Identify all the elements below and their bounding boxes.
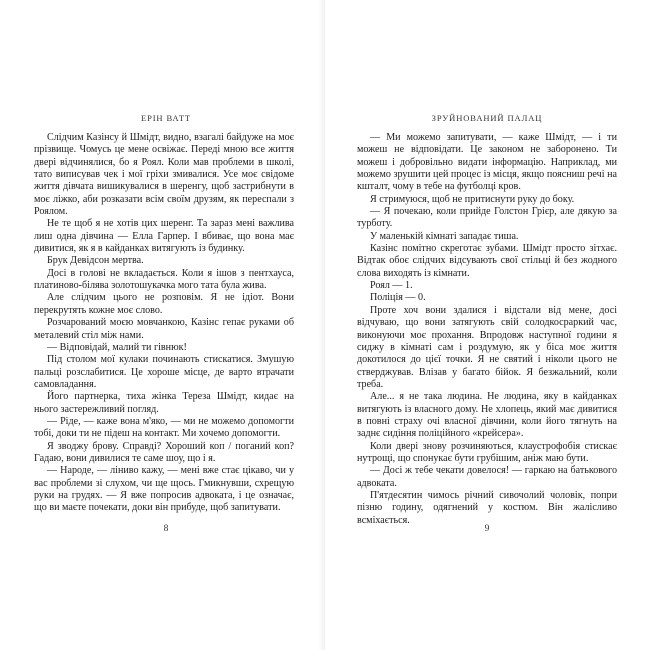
paragraph: — Ми можемо запитувати, — каже Шмідт, — і ти можеш не відповідати. Це законом не заборонено. Ти можеш і добровільно видати інформацію. Наприклад, ми можемо зрушити цей процес із місця, якщо поясниш речі на кшталт, чому в тебе на футболці кров. bbox=[357, 132, 617, 193]
paragraph: Я зводжу брову. Справді? Хороший коп / поганий коп? Гадаю, вони дивилися те саме шоу, що і я. bbox=[34, 440, 294, 464]
paragraph: П'ятдесятин чимось річний сивочолий чоловік, попри пізню годину, одягнений у костюм. Він жалісливо всміхається. bbox=[357, 489, 617, 526]
paragraph: Досі в голові не вкладається. Коли я ішов з пентхауса, платиново-білява золотошукачка мого тата була жива. bbox=[34, 267, 294, 292]
paragraph: — Ріде, — каже вона м'яко, — ми не можемо допомогти тобі, доки ти не підеш на контакт. Ми хочемо допомогти. bbox=[34, 415, 294, 440]
paragraph: Проте хоч вони здалися і відстали від мене, досі відчуваю, що вони затягують свій солодкосраркий час, виконуючи моє прохання. Впродовж наступної години я сиджу в кімнаті сам і роздумую, як у біса моє життя докотилося до цієї точки. Я не святий і ніколи цього не стверджував. Влізав у багато бійок. Я безжальний, коли треба. bbox=[357, 304, 617, 390]
paragraph: — Народе, — ліниво кажу, — мені вже стає цікаво, чи у вас проблеми зі слухом, чи ще щось. Гмикнувши, схрещую руки на грудях. — Я вже попросив адвоката, і це означає, що ви маєте почекати, доки він прибуде, щоб запитувати. bbox=[34, 465, 294, 514]
paragraph: Але слідчим цього не розповім. Я не ідіот. Вони перекрутять кожне моє слово. bbox=[34, 292, 294, 316]
paragraph: Роял — 1. bbox=[370, 280, 413, 292]
running-head-author: ЕРІН ВАТТ bbox=[140, 113, 192, 123]
right-page-body bbox=[357, 132, 617, 527]
page-number-right: 9 bbox=[484, 524, 490, 534]
page-number-left: 8 bbox=[163, 524, 169, 534]
paragraph: Слідчим Казінсу й Шмідт, видно, взагалі байдуже на моє прізвище. Чомусь це мене освіжає. Переді мною все життя двері відчинялися, бо я Роял. Коли мав проблеми в школі, тато виписував чек і мої гріхи змивалися. Усе моє свідоме життя дівчата вишикувалися в шеренгу, щоб застрибнути в моє ліжко, аби розказати всім своїм друзям, як переспали з Роялом. bbox=[34, 132, 294, 218]
paragraph: — Я почекаю, коли прийде Голстон Грієр, але дякую за турботу. bbox=[357, 206, 617, 230]
paragraph: Казінс помітно скреготає зубами. Шмідт просто зітхає. Відтак обоє слідчих відсувають свої стільці й без жодного слова виходять із кімнати. bbox=[357, 243, 617, 279]
paragraph: — Досі ж тебе чекати довелося! — гаркаю на батькового адвоката. bbox=[357, 465, 617, 489]
paragraph: Не те щоб я не хотів цих шеренг. Та зараз мені важлива лиш одна дівчина — Елла Гарпер. І вбиває, що вона має дивитися, як я в кайданках витягують із будинку. bbox=[34, 218, 294, 255]
paragraph: Брук Девідсон мертва. bbox=[47, 255, 144, 267]
paragraph: У маленькій кімнаті западає тиша. bbox=[370, 230, 519, 242]
paragraph: Але... я не така людина. Не людина, яку в кайданках витягують із власного дому. Не хлопець, який має дивитися в повні страху очі власної дівчини, коли його тягнуть на заднє сидіння поліційного «крейсера». bbox=[357, 391, 617, 440]
running-head-title: ЗРУЙНОВАНИЙ ПАЛАЦ bbox=[431, 113, 543, 123]
paragraph: Коли двері знову розчиняються, клаустрофобія стискає нутрощі, що спонукає бути грубішим, аніж маю бути. bbox=[357, 440, 617, 464]
right-page bbox=[325, 0, 650, 650]
paragraph: Я стримуюся, щоб не притиснути руку до боку. bbox=[370, 193, 575, 205]
paragraph: Під столом мої кулаки починають стискатися. Змушую пальці розслабитися. Це хороше місце, де варто втрачати самовладання. bbox=[34, 354, 294, 390]
paragraph: — Відповідай, малий ти гівнюк! bbox=[47, 341, 187, 353]
paragraph: Поліція — 0. bbox=[370, 292, 426, 304]
paragraph: Розчарований моєю мовчанкою, Казінс гепає руками об металевий стіл між нами. bbox=[34, 317, 294, 341]
left-page-body bbox=[34, 132, 294, 515]
paragraph: Його партнерка, тиха жінка Тереза Шмідт, кидає на нього застережливий погляд. bbox=[34, 391, 294, 415]
